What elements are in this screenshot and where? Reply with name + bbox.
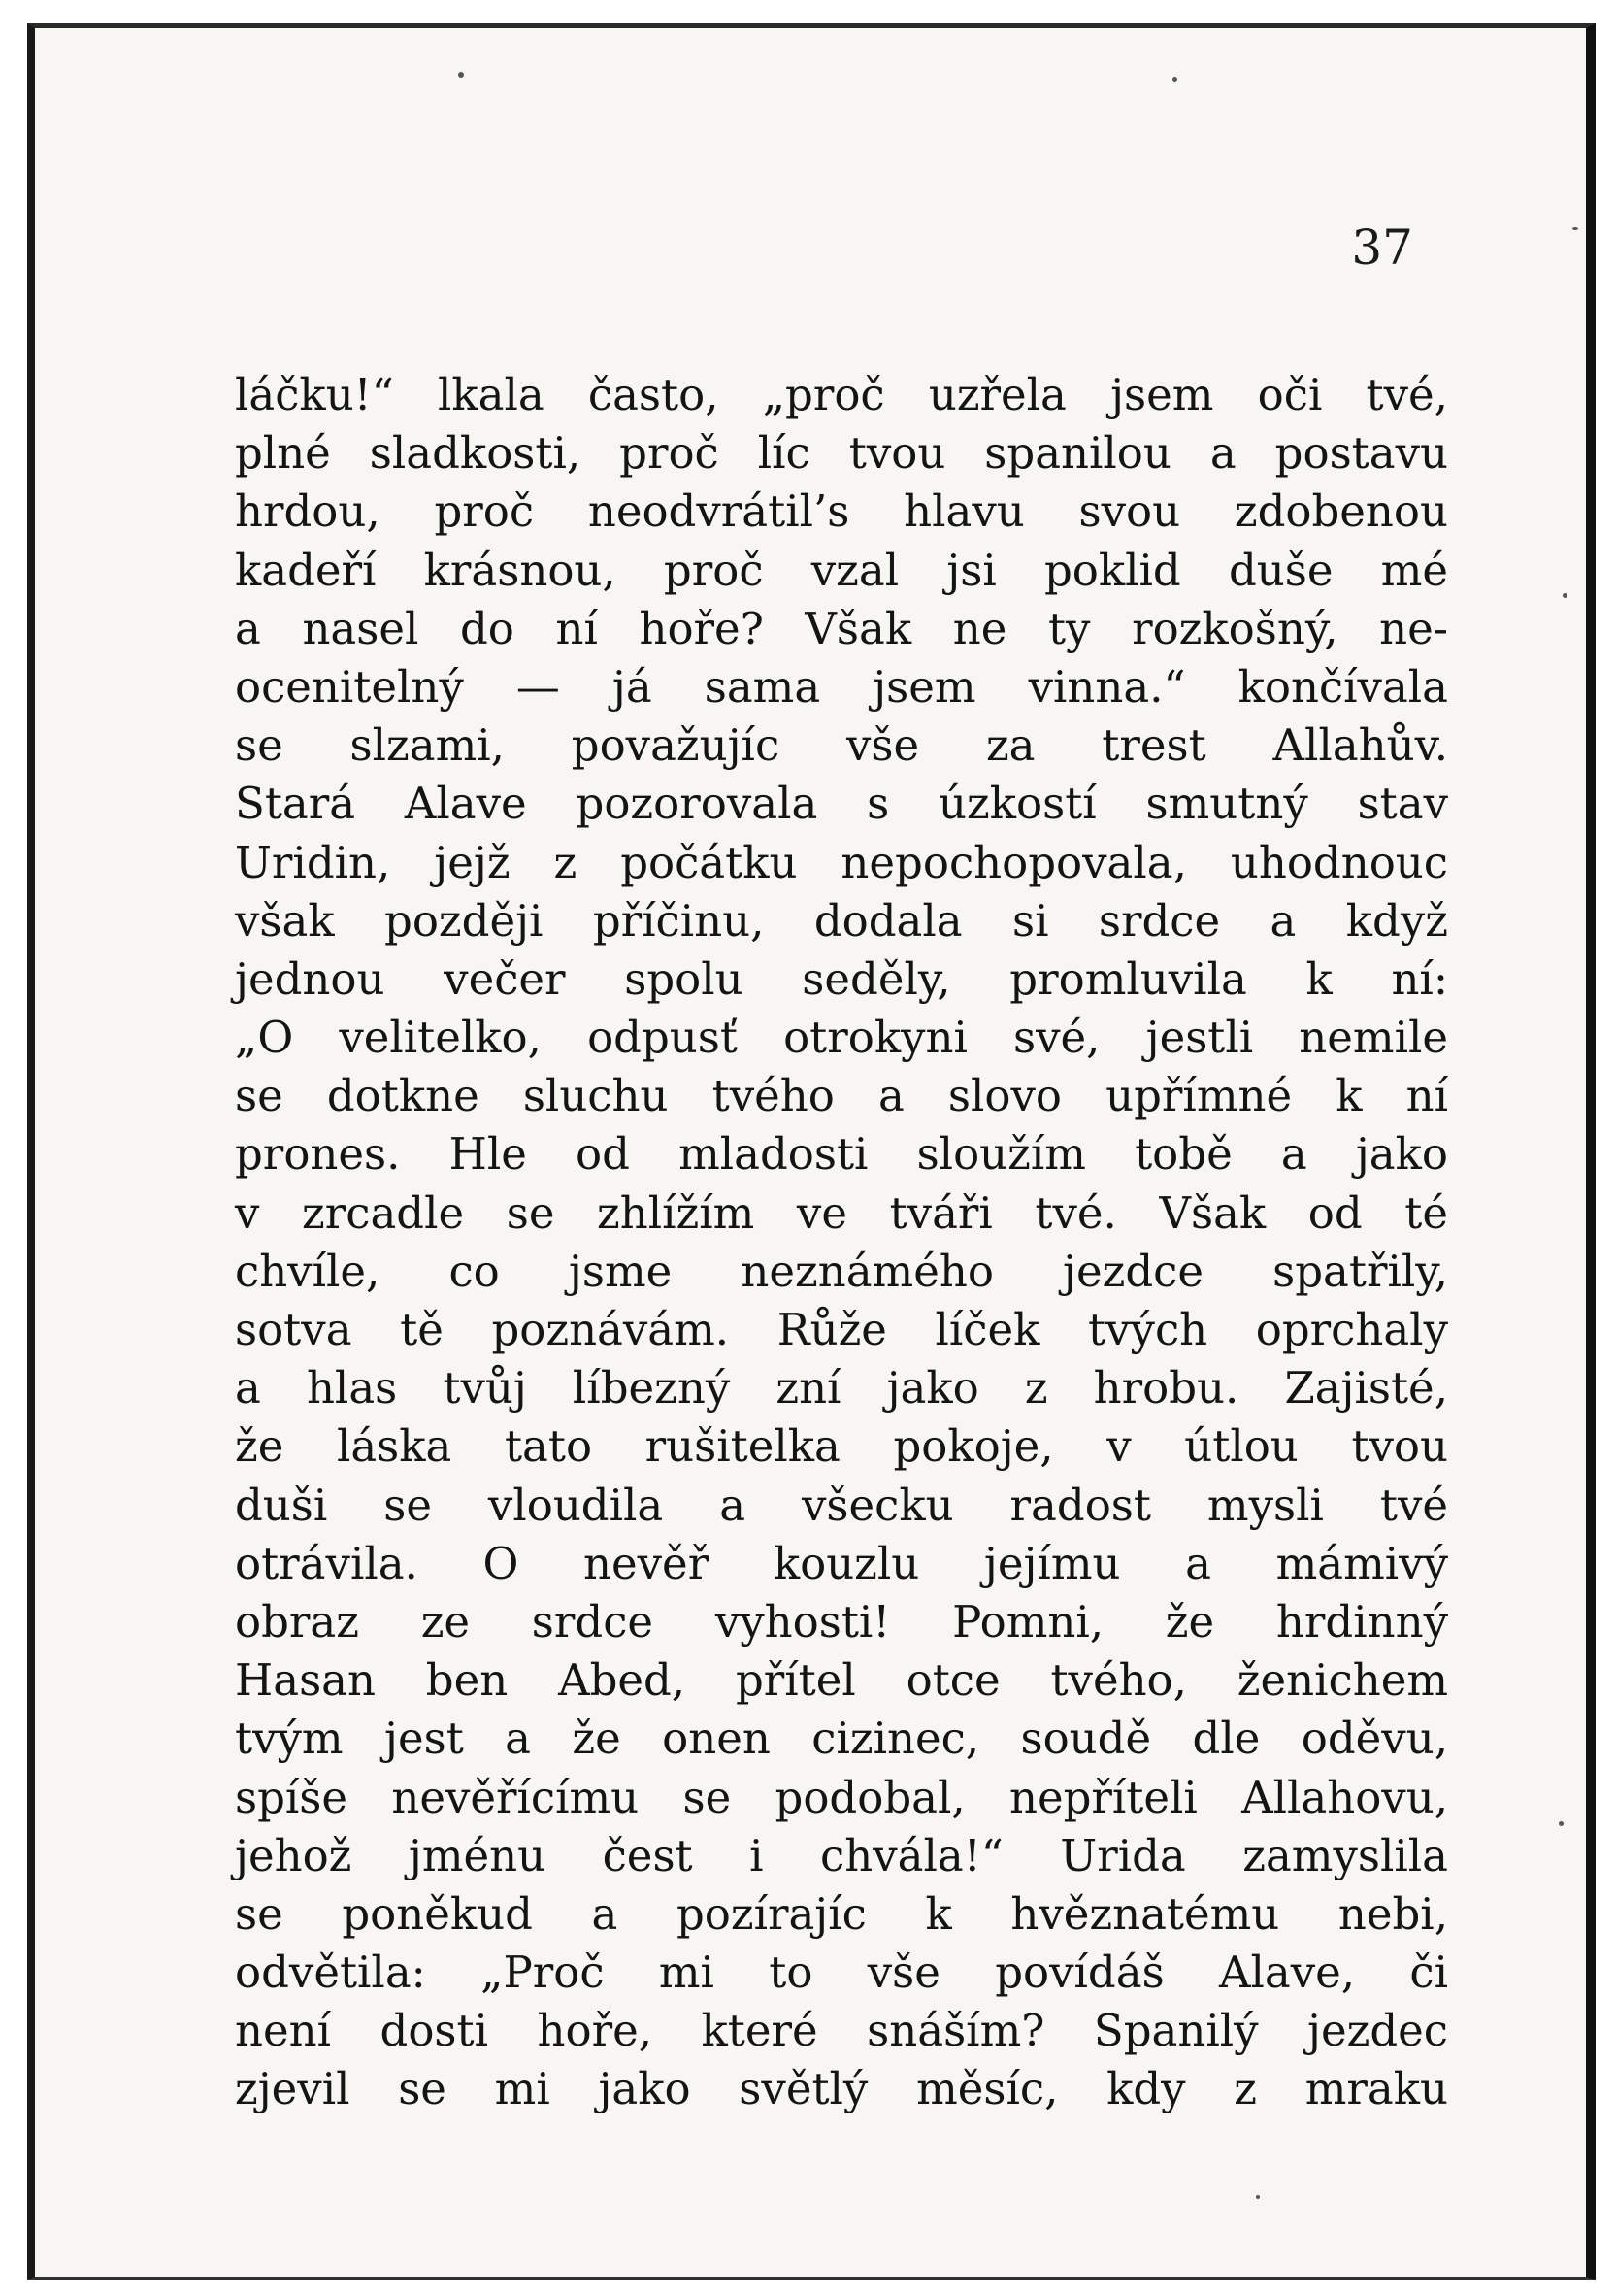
text-line: se slzami, považujíc vše za trest Allahův. [235,719,1448,772]
book-page [27,23,1596,2280]
text-line: a hlas tvůj líbezný zní jako z hrobu. Zajisté, [235,1362,1448,1414]
text-line: se dotkne sluchu tvého a slovo upřímné k ní [235,1070,1448,1122]
text-line: odvětila: „Proč mi to vše povídáš Alave, či [235,1947,1448,1999]
text-line: prones. Hle od mladosti sloužím tobě a jako [235,1128,1448,1181]
body-text [235,366,1448,2119]
text-line: však později příčinu, dodala si srdce a když [235,894,1448,947]
dust-speck [1256,2195,1260,2199]
text-line: sotva tě poznávám. Růže líček tvých oprchaly [235,1304,1448,1355]
dust-speck [1559,1821,1564,1826]
text-line: tvým jest a že onen cizinec, soudě dle oděvu, [235,1713,1448,1765]
page-number: 37 [1351,219,1413,276]
text-line: že láska tato rušitelka pokoje, v útlou tvou [235,1420,1448,1473]
text-line: Uridin, jejž z počátku nepochopovala, uhodnouc [235,836,1448,888]
text-line: není dosti hoře, které snáším? Spanilý jezdec [235,2005,1448,2057]
text-line: ocenitelný — já sama jsem vinna.“ končívala [235,660,1448,713]
text-line: otrávila. O nevěř kouzlu jejímu a mámivý [235,1537,1448,1589]
dust-speck [1172,77,1177,82]
text-line: plné sladkosti, proč líc tvou spanilou a postavu [235,427,1448,480]
text-line: zjevil se mi jako světlý měsíc, kdy z mraku [235,2063,1448,2115]
text-line: chvíle, co jsme neznámého jezdce spatřily, [235,1245,1448,1297]
text-line: jednou večer spolu seděly, promluvila k ní: [235,952,1448,1005]
text-line: „O velitelko, odpusť otrokyni své, jestli nemile [235,1012,1448,1064]
text-line: duši se vloudila a všecku radost mysli tvé [235,1479,1448,1531]
dust-speck [458,72,464,78]
dust-speck [1563,593,1567,598]
text-line: láčku!“ lkala často, „proč uzřela jsem oči tvé, [235,369,1448,420]
text-line: Stará Alave pozorovala s úzkostí smutný stav [235,778,1448,830]
text-line: Hasan ben Abed, přítel otce tvého, ženichem [235,1654,1448,1707]
text-line: v zrcadle se zhlížím ve tváři tvé. Však od té [235,1186,1448,1239]
text-line: kadeří krásnou, proč vzal jsi poklid duše mé [235,544,1448,596]
dust-speck [1572,227,1578,230]
text-line: spíše nevěřícímu se podobal, nepříteli Allahovu, [235,1771,1448,1823]
text-line: se poněkud a pozírajíc k hvěznatému nebi, [235,1887,1448,1940]
text-line: jehož jménu čest i chvála!“ Urida zamyslila [235,1829,1448,1881]
text-line: obraz ze srdce vyhosti! Pomni, že hrdinný [235,1595,1448,1647]
text-line: a nasel do ní hoře? Však ne ty rozkošný, ne- [235,602,1448,654]
text-line: hrdou, proč neodvrátil’s hlavu svou zdobenou [235,485,1448,538]
